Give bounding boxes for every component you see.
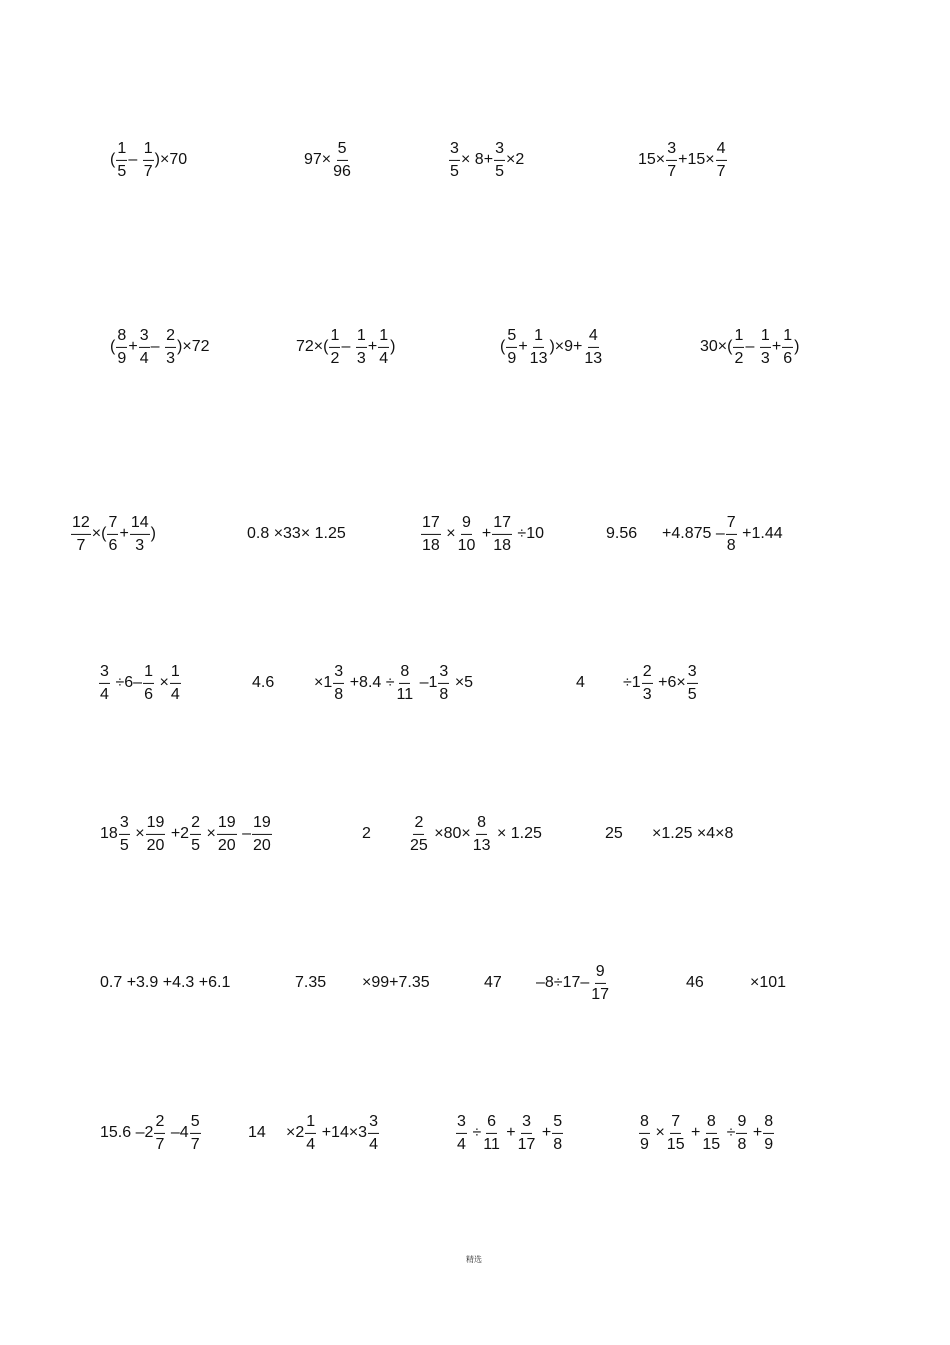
math-expression [110,327,209,367]
fraction-numerator: 2 [642,663,653,684]
expression-text: ×1.25 ×4×8 [652,825,734,842]
math-expression [70,514,156,554]
expression-text: 30×( [700,338,733,355]
fraction [666,1113,686,1153]
fraction-numerator: 7 [107,514,118,535]
math-expression [536,963,611,1003]
fraction [378,327,389,367]
fraction-denominator: 8 [726,536,736,554]
math-expression [484,975,502,991]
fraction-denominator: 3 [166,349,175,367]
fraction [217,814,237,854]
fraction-denominator: 2 [330,349,340,367]
expression-text: ) [150,525,156,542]
fraction [716,140,727,180]
expression-text: ÷ [468,1124,482,1141]
expression-text: 14 [248,1124,266,1141]
math-expression [248,1125,266,1141]
expression-text: ÷10 [512,525,545,542]
fraction [456,1113,467,1153]
math-expression [448,140,524,180]
fraction [130,514,150,554]
fraction-numerator: 2 [154,1113,165,1134]
fraction [71,514,91,554]
expression-text: + [686,1124,701,1141]
fraction-numerator: 8 [763,1113,774,1134]
expression-text: +14×3 [317,1124,368,1141]
fraction-denominator: 7 [76,536,86,554]
expression-text: ( [500,338,506,355]
expression-text: )×70 [154,151,188,168]
fraction [736,1113,747,1153]
fraction [449,140,460,180]
fraction [368,1113,379,1153]
fraction-denominator: 7 [716,162,726,180]
fraction [170,663,181,703]
expression-text: 2 [362,825,371,842]
fraction-numerator: 17 [421,514,441,535]
expression-text: ×( [91,525,107,542]
fraction-numerator: 1 [733,327,744,348]
fraction [583,327,603,367]
fraction [99,663,110,703]
fraction [107,514,118,554]
fraction [396,663,415,703]
fraction-numerator: 3 [687,663,698,684]
fraction [116,327,127,367]
fraction [552,1113,563,1153]
fraction-denominator: 3 [642,685,652,703]
expression-text: ×5 [450,674,474,691]
expression-text: ÷ [722,1124,736,1141]
fraction-denominator: 8 [439,685,449,703]
fraction-numerator: 1 [116,140,127,161]
expression-text: + [537,1124,552,1141]
fraction-numerator: 1 [170,663,181,684]
fraction-numerator: 8 [639,1113,650,1134]
expression-text: +4.875 – [662,525,725,542]
fraction-denominator: 25 [410,836,428,854]
fraction-numerator: 3 [494,140,505,161]
fraction-denominator: 5 [450,162,459,180]
math-expression [295,975,326,991]
expression-text: 18 [100,825,118,842]
fraction [139,327,150,367]
fraction-denominator: 15 [702,1135,721,1153]
fraction-numerator: 19 [217,814,237,835]
fraction-numerator: 1 [143,140,154,161]
fraction [190,1113,201,1153]
page-footer-label: 精选 [466,1255,482,1264]
expression-text: +2 [166,825,190,842]
expression-text: × [202,825,216,842]
expression-text: 25 [605,825,623,842]
fraction-denominator: 20 [217,836,236,854]
expression-text: 0.8 ×33× 1.25 [247,525,346,542]
fraction-numerator: 3 [99,663,110,684]
fraction-numerator: 2 [190,814,201,835]
math-expression [362,975,430,991]
fraction-numerator: 3 [449,140,460,161]
expression-text: ×1 [314,674,333,691]
fraction-denominator: 6 [783,349,793,367]
math-expression [420,514,544,554]
expression-text: –1 [415,674,438,691]
fraction-numerator: 1 [329,327,340,348]
fraction-numerator: 5 [506,327,517,348]
fraction-numerator: 1 [356,327,367,348]
fraction [333,663,344,703]
fraction-numerator: 12 [71,514,91,535]
math-expression [296,327,395,367]
fraction-denominator: 4 [457,1135,466,1153]
fraction-numerator: 2 [413,814,424,835]
expression-text: ÷6– [111,674,143,691]
fraction-denominator: 18 [422,536,440,554]
fraction-denominator: 7 [155,1135,165,1153]
expression-text: ( [110,338,116,355]
fraction-denominator: 9 [764,1135,774,1153]
expression-text: 97× [304,151,332,168]
fraction [472,814,492,854]
fraction-denominator: 9 [507,349,517,367]
fraction-denominator: 6 [108,536,118,554]
expression-text: × 8+ [461,151,494,168]
fraction-denominator: 2 [734,349,744,367]
expression-text: – [150,338,165,355]
fraction-denominator: 6 [144,685,153,703]
expression-text: 46 [686,974,704,991]
fraction-numerator: 3 [333,663,344,684]
expression-text: 15.6 –2 [100,1124,154,1141]
fraction-numerator: 14 [130,514,150,535]
expression-text: + [128,338,138,355]
expression-text: × [130,825,145,842]
fraction-numerator: 3 [456,1113,467,1134]
fraction-denominator: 8 [553,1135,563,1153]
fraction [726,514,737,554]
fraction-denominator: 5 [119,836,129,854]
math-expression [686,975,704,991]
fraction-denominator: 3 [760,349,770,367]
math-expression [110,140,187,180]
expression-text: +6× [653,674,686,691]
expression-text: + [771,338,782,355]
fraction [529,327,549,367]
fraction-numerator: 9 [461,514,472,535]
fraction-denominator: 13 [472,836,491,854]
fraction-numerator: 5 [337,140,348,161]
math-expression [500,327,604,367]
fraction [492,514,512,554]
expression-text: ( [110,151,116,168]
math-expression [286,1113,380,1153]
expression-text: ) [794,338,800,355]
fraction [482,1113,501,1153]
fraction [760,327,771,367]
fraction-numerator: 3 [119,814,130,835]
fraction [438,663,449,703]
fraction [143,140,154,180]
fraction-denominator: 8 [334,685,344,703]
expression-text: ) [390,338,396,355]
math-expression [100,975,230,991]
math-expression [623,663,699,703]
fraction [305,1113,316,1153]
math-expression [700,327,799,367]
fraction-numerator: 3 [666,140,677,161]
fraction [642,663,653,703]
fraction-denominator: 3 [135,536,145,554]
fraction-denominator: 15 [666,1135,685,1153]
fraction [190,814,201,854]
fraction-denominator: 20 [146,836,165,854]
math-expression [247,526,346,542]
expression-text: ×80× [429,825,471,842]
fraction-denominator: 13 [584,349,603,367]
fraction-numerator: 3 [139,327,150,348]
math-expression [662,514,783,554]
fraction-denominator: 13 [529,349,548,367]
fraction-denominator: 7 [667,162,677,180]
math-expression [362,826,371,842]
expression-text: )×72 [177,338,210,355]
math-expression [606,526,637,542]
fraction [763,1113,774,1153]
expression-text: + [119,525,129,542]
fraction-numerator: 4 [588,327,599,348]
fraction-denominator: 5 [191,836,201,854]
expression-text: 47 [484,974,502,991]
math-expression [750,975,786,991]
math-expression [100,1113,202,1153]
fraction-denominator: 11 [483,1135,500,1153]
fraction-numerator: 1 [305,1113,316,1134]
fraction-denominator: 4 [369,1135,379,1153]
expression-text: 4.6 [252,674,275,691]
expression-text: × [441,525,456,542]
fraction [116,140,127,180]
fraction-denominator: 4 [170,685,180,703]
expression-text: 15× [638,151,666,168]
fraction [154,1113,165,1153]
fraction-numerator: 3 [438,663,449,684]
math-expression [638,1113,775,1153]
fraction [494,140,505,180]
expression-text: × [155,674,169,691]
fraction [639,1113,650,1153]
fraction-numerator: 1 [533,327,544,348]
fraction-numerator: 17 [492,514,512,535]
fraction [146,814,166,854]
expression-text: ×2 [286,1124,305,1141]
fraction-denominator: 11 [396,685,414,703]
expression-text: + [518,338,528,355]
fraction-numerator: 7 [670,1113,681,1134]
fraction-numerator: 19 [252,814,272,835]
fraction-numerator: 3 [368,1113,379,1134]
fraction-numerator: 6 [486,1113,497,1134]
fraction-numerator: 8 [706,1113,717,1134]
expression-text: +8.4 ÷ [345,674,395,691]
fraction [517,1113,537,1153]
fraction-numerator: 4 [716,140,727,161]
expression-text: 4 [576,674,585,691]
expression-text: ×99+7.35 [362,974,430,991]
fraction-numerator: 8 [399,663,410,684]
fraction-denominator: 18 [493,536,511,554]
fraction [356,327,367,367]
expression-text: × 1.25 [492,825,542,842]
fraction-denominator: 4 [139,349,149,367]
fraction-denominator: 4 [100,685,109,703]
fraction [666,140,677,180]
math-expression [100,814,273,854]
expression-text: 0.7 +3.9 +4.3 +6.1 [100,974,231,991]
expression-text: ÷1 [623,674,641,691]
expression-text: –4 [166,1124,189,1141]
fraction-denominator: 10 [457,536,476,554]
expression-text: + [367,338,378,355]
math-expression [304,140,353,180]
expression-text: × [651,1124,665,1141]
expression-text: ×2 [506,151,525,168]
fraction [409,814,429,854]
fraction-numerator: 7 [726,514,737,535]
expression-text: + [748,1124,763,1141]
math-expression [605,826,623,842]
fraction [687,663,698,703]
expression-text: – [237,825,252,842]
fraction-denominator: 4 [306,1135,316,1153]
fraction-denominator: 17 [591,985,610,1003]
math-expression [314,663,473,703]
fraction-numerator: 19 [146,814,166,835]
expression-text: – [341,338,355,355]
fraction-numerator: 1 [378,327,389,348]
expression-text: )×9+ [549,338,583,355]
fraction-denominator: 9 [640,1135,649,1153]
expression-text: + [501,1124,516,1141]
fraction [506,327,517,367]
fraction [165,327,176,367]
fraction [119,814,130,854]
fraction-denominator: 17 [517,1135,536,1153]
expression-text: ×101 [750,974,787,991]
fraction-numerator: 8 [476,814,487,835]
fraction [782,327,793,367]
fraction-denominator: 5 [117,162,127,180]
fraction-denominator: 8 [737,1135,747,1153]
fraction-denominator: 7 [190,1135,200,1153]
fraction-denominator: 4 [379,349,389,367]
fraction-denominator: 5 [495,162,504,180]
expression-text: 9.56 [606,525,638,542]
fraction-numerator: 1 [143,663,154,684]
expression-text: +1.44 [737,525,783,542]
expression-text: – [745,338,759,355]
fraction-numerator: 2 [165,327,176,348]
fraction-denominator: 9 [117,349,127,367]
fraction-denominator: 3 [356,349,366,367]
fraction-denominator: 7 [143,162,153,180]
fraction [421,514,441,554]
fraction [252,814,272,854]
fraction-numerator: 5 [552,1113,563,1134]
math-expression [408,814,542,854]
expression-text: 7.35 [295,974,327,991]
fraction-numerator: 5 [190,1113,201,1134]
fraction-numerator: 9 [595,963,606,984]
fraction [457,514,477,554]
math-expression [576,675,585,691]
math-expression [638,140,728,180]
fraction [143,663,154,703]
expression-text: + [477,525,492,542]
expression-text: +15× [678,151,715,168]
fraction [329,327,340,367]
fraction-denominator: 20 [253,836,271,854]
expression-text: –8÷17– [536,974,590,991]
math-expression [652,826,733,842]
math-expression [455,1113,564,1153]
fraction-denominator: 5 [687,685,697,703]
fraction [332,140,352,180]
fraction-numerator: 1 [760,327,771,348]
fraction-numerator: 8 [116,327,127,348]
math-expression [252,675,274,691]
fraction-numerator: 9 [736,1113,747,1134]
expression-text: 72×( [296,338,329,355]
fraction-numerator: 1 [782,327,793,348]
fraction [590,963,610,1003]
fraction [701,1113,721,1153]
fraction [733,327,744,367]
fraction-denominator: 96 [333,162,351,180]
math-expression [98,663,182,703]
fraction-numerator: 3 [521,1113,532,1134]
expression-text: – [128,151,142,168]
